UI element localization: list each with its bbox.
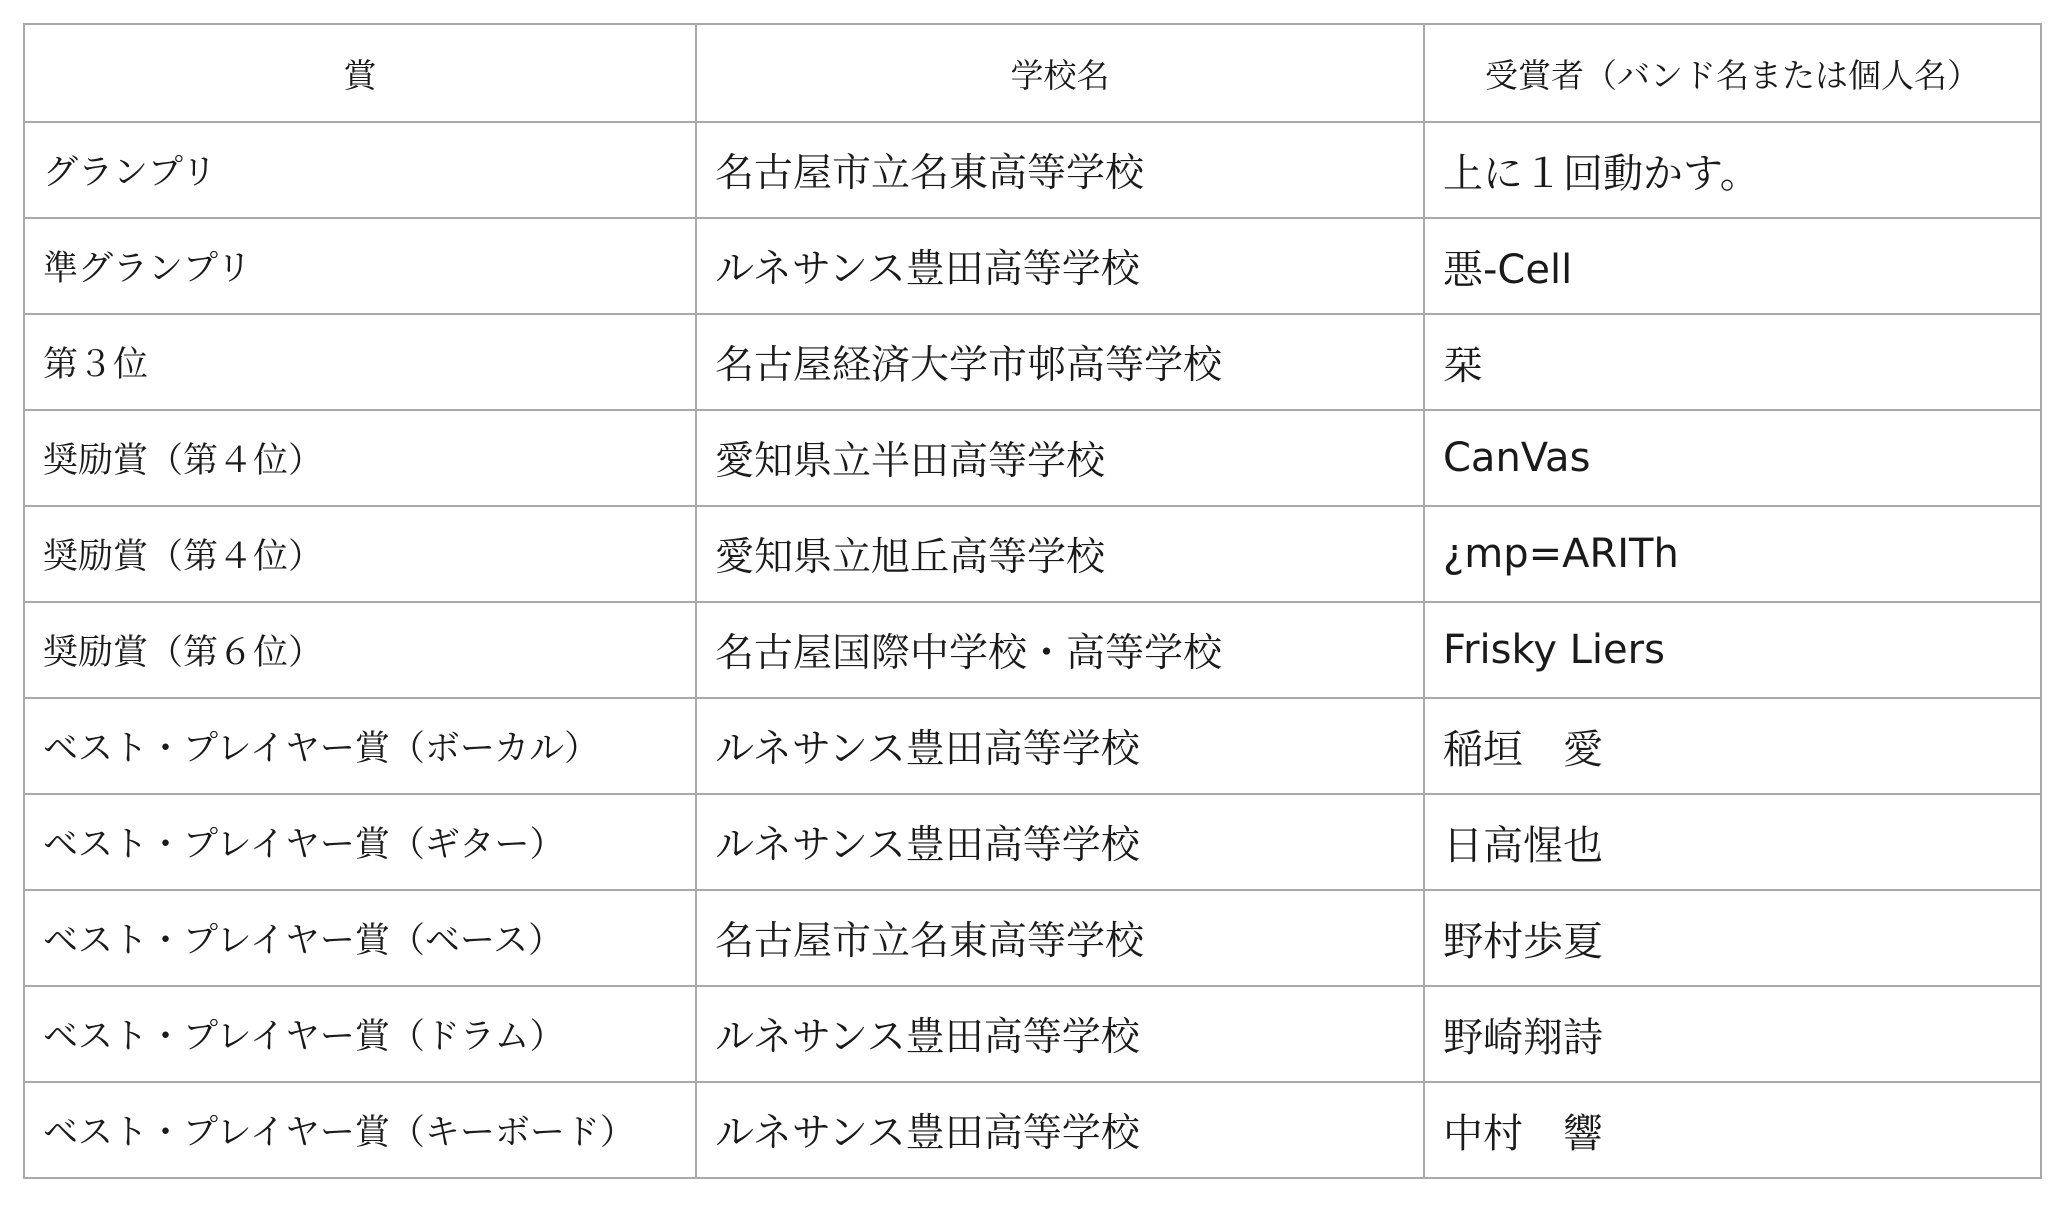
award-cell: ベスト・プレイヤー賞（ドラム） [24, 986, 696, 1082]
school-cell: ルネサンス豊田高等学校 [696, 794, 1424, 890]
table-row [24, 890, 2041, 986]
awards-table [23, 23, 2042, 1179]
winner-cell: Frisky Liers [1424, 602, 2041, 698]
award-cell: ベスト・プレイヤー賞（キーボード） [24, 1082, 696, 1178]
winner-cell: CanVas [1424, 410, 2041, 506]
table-row [24, 122, 2041, 218]
school-cell: 名古屋市立名東高等学校 [696, 122, 1424, 218]
award-cell: ベスト・プレイヤー賞（ボーカル） [24, 698, 696, 794]
table-row [24, 410, 2041, 506]
header-award: 賞 [24, 24, 696, 122]
table-row [24, 986, 2041, 1082]
table-row [24, 218, 2041, 314]
winner-cell: 中村 響 [1424, 1082, 2041, 1178]
winner-cell: 日高惺也 [1424, 794, 2041, 890]
school-cell: 名古屋経済大学市邨高等学校 [696, 314, 1424, 410]
winner-cell: 上に１回動かす。 [1424, 122, 2041, 218]
school-cell: 名古屋国際中学校・高等学校 [696, 602, 1424, 698]
school-cell: 愛知県立旭丘高等学校 [696, 506, 1424, 602]
table-body [24, 122, 2041, 1178]
award-cell: ベスト・プレイヤー賞（ベース） [24, 890, 696, 986]
table-row [24, 1082, 2041, 1178]
table-row [24, 698, 2041, 794]
winner-cell: 野村歩夏 [1424, 890, 2041, 986]
table-row [24, 506, 2041, 602]
winner-cell: 野崎翔詩 [1424, 986, 2041, 1082]
school-cell: 愛知県立半田高等学校 [696, 410, 1424, 506]
table-row [24, 602, 2041, 698]
school-cell: ルネサンス豊田高等学校 [696, 986, 1424, 1082]
winner-cell: 栞 [1424, 314, 2041, 410]
award-cell: 奨励賞（第４位） [24, 410, 696, 506]
award-cell: グランプリ [24, 122, 696, 218]
school-cell: ルネサンス豊田高等学校 [696, 1082, 1424, 1178]
award-cell: ベスト・プレイヤー賞（ギター） [24, 794, 696, 890]
school-cell: 名古屋市立名東高等学校 [696, 890, 1424, 986]
award-cell: 奨励賞（第６位） [24, 602, 696, 698]
award-cell: 奨励賞（第４位） [24, 506, 696, 602]
award-cell: 第３位 [24, 314, 696, 410]
table-row [24, 794, 2041, 890]
school-cell: ルネサンス豊田高等学校 [696, 698, 1424, 794]
table-header [24, 24, 2041, 122]
winner-cell: ¿mp=ARITh [1424, 506, 2041, 602]
header-school: 学校名 [696, 24, 1424, 122]
school-cell: ルネサンス豊田高等学校 [696, 218, 1424, 314]
winner-cell: 悪-Cell [1424, 218, 2041, 314]
award-cell: 準グランプリ [24, 218, 696, 314]
winner-cell: 稲垣 愛 [1424, 698, 2041, 794]
table-row [24, 314, 2041, 410]
header-row [24, 24, 2041, 122]
header-winner: 受賞者（バンド名または個人名） [1424, 24, 2041, 122]
